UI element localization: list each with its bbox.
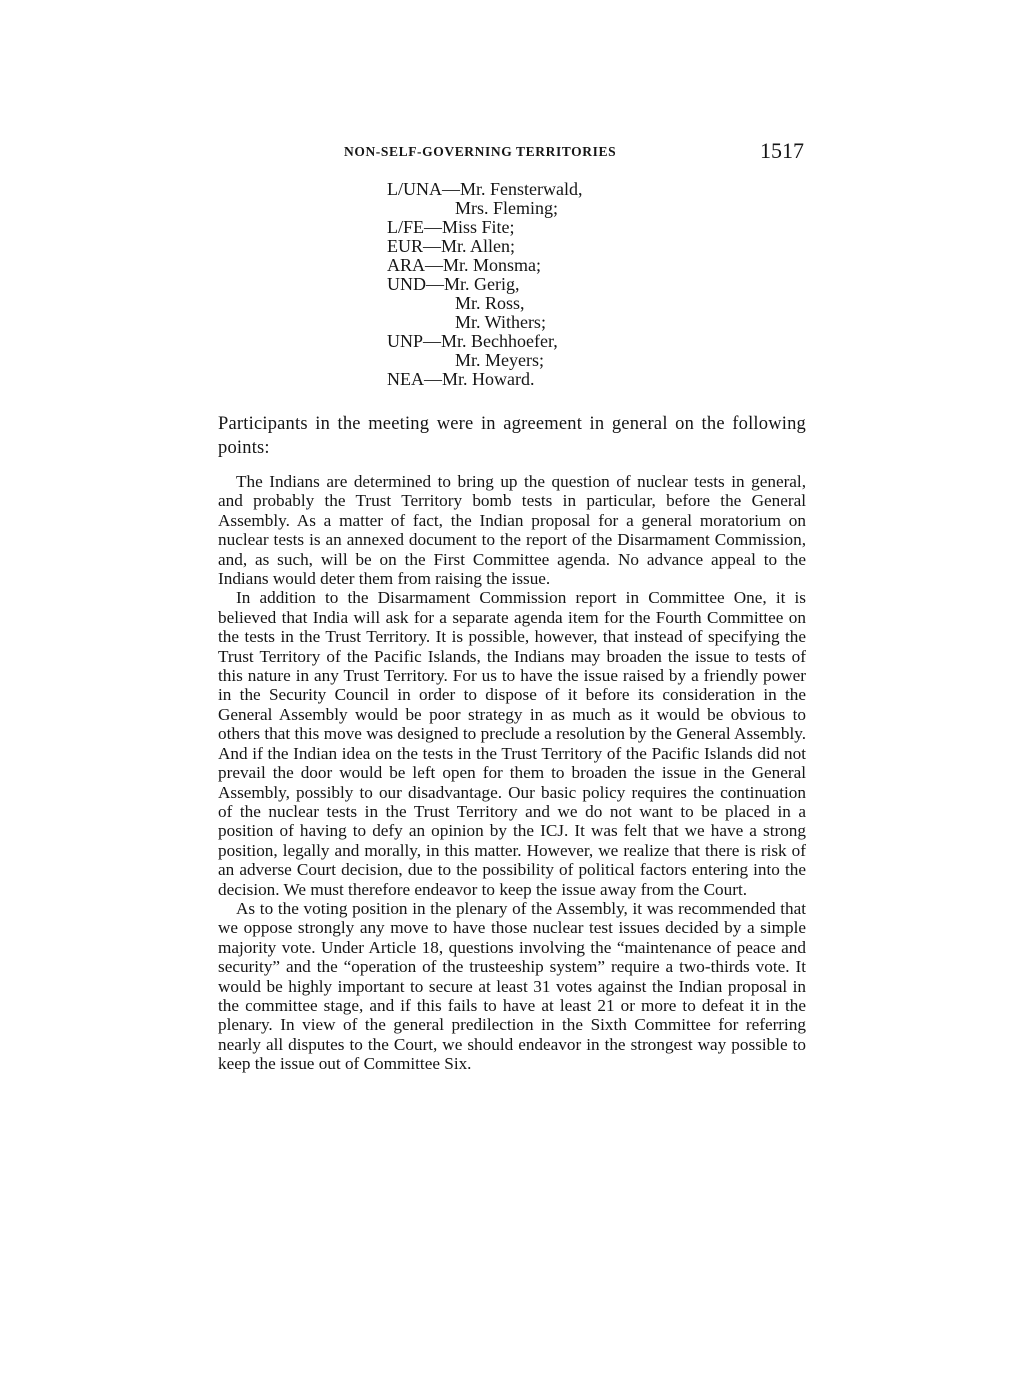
participant-name: Mrs. Fleming; (455, 198, 559, 218)
participant-name: Mr. Monsma; (443, 255, 542, 275)
participant-name: Mr. Gerig, (444, 274, 520, 294)
participant-name: Mr. Bechhoefer, (441, 331, 558, 351)
participant-line (387, 332, 582, 351)
paragraph-voting-position: As to the voting position in the plenary of the Assembly, it was recommended that we oppose strongly any move to have those nuclear test issues decided by a simple majority vote. Under Article 18, questions involving the “maintenance of peace and security” and the “operation of the trusteeship system” require a two-thirds vote. It would be highly important to secure at least 31 votes against the Indian proposal in the committee stage, and if this fails to have at least 21 or more to defeat it in the plenary. In view of the general predilection in the Sixth Committee for referring nearly all disputes to the Court, we should endeavor in the strongest way possible to keep the issue out of Committee Six. (218, 898, 806, 1074)
page-number: 1517 (760, 138, 804, 163)
participant-office: UND— (387, 274, 444, 294)
participant-name: Miss Fite; (442, 217, 515, 237)
participant-name: Mr. Allen; (441, 236, 516, 256)
participant-line (387, 313, 582, 332)
paragraph-indian-intentions: The Indians are determined to bring up the question of nuclear tests in general, and probably the Trust Territory bomb tests in particular, before the General Assembly. As a matter of fact, the Indian proposal for a general moratorium on nuclear tests is an annexed document to the report of the Disarmament Commission, and, as such, will be on the First Committee agenda. No advance appeal to the Indians would deter them from raising the issue. (218, 472, 806, 589)
participant-line (387, 199, 582, 218)
participant-name: Mr. Meyers; (455, 350, 544, 370)
participant-name: Mr. Howard. (442, 369, 535, 389)
participant-name: Mr. Fensterwald, (460, 179, 583, 199)
participant-line (387, 237, 582, 256)
participant-line (387, 218, 582, 237)
participant-office: EUR— (387, 236, 441, 256)
participant-line (387, 275, 582, 294)
participants-list (387, 180, 582, 389)
participant-office: NEA— (387, 369, 442, 389)
body-text (218, 472, 806, 1074)
participant-name: Mr. Withers; (455, 312, 546, 332)
participant-line (387, 294, 582, 313)
participant-name: Mr. Ross, (455, 293, 525, 313)
participant-office: L/FE— (387, 217, 443, 237)
participant-line (387, 180, 582, 199)
participant-line (387, 256, 582, 275)
running-title: NON-SELF-GOVERNING TERRITORIES (344, 144, 617, 159)
participant-line (387, 370, 582, 389)
participant-office: ARA— (387, 255, 444, 275)
participant-line (387, 351, 582, 370)
intro-paragraph: Participants in the meeting were in agreement in general on the following points: (218, 414, 806, 458)
paragraph-committee-strategy: In addition to the Disarmament Commission report in Committee One, it is believed that India will ask for a separate agenda item for the Fourth Committee on the tests in the Trust Territory. It is possible, however, that instead of specifying the Trust Territory of the Pacific Islands, the Indians may broaden the issue to tests of this nature in any Trust Territory. For us to have the issue raised by a friendly power in the Security Council in order to dispose of it before its consideration in the General Assembly would be poor strategy in as much as it would be obvious to others that this move was designed to preclude a resolution by the General Assembly. And if the Indian idea on the tests in the Trust Territory of the Pacific Islands did not prevail the door would be left open for them to broaden the issue in the General Assembly, possibly to our disadvantage. Our basic policy requires the continuation of the nuclear tests in the Trust Territory and we do not want to be placed in a position of having to defy an opinion by the ICJ. It was felt that we have a strong position, legally and morally, in this matter. However, we realize that there is risk of an adverse Court decision, due to the possibility of political factors entering into the decision. We must therefore endeavor to keep the issue away from the Court. (218, 588, 806, 899)
participant-office: L/UNA— (387, 179, 460, 199)
participant-office: UNP— (387, 331, 442, 351)
